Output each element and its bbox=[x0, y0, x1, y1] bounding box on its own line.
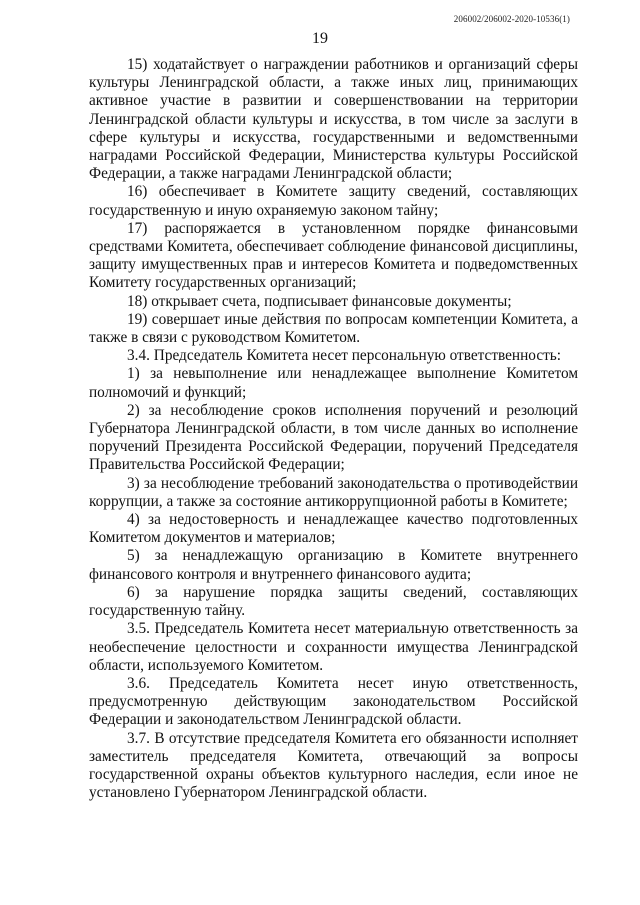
paragraph: 17) распоряжается в установленном порядке финансовыми средствами Комитета, обеспечивает соблюдение финансовой дисциплины, защиту имущественных прав и интересов Комитета и подведомственных Комитету государственных организаций; bbox=[89, 219, 578, 292]
paragraph: 1) за невыполнение или ненадлежащее выполнение Комитетом полномочий и функций; bbox=[89, 365, 578, 401]
paragraph: 3.5. Председатель Комитета несет материальную ответственность за необеспечение целостности и сохранности имущества Ленинградской области, используемого Комитетом. bbox=[89, 620, 578, 674]
paragraph: 4) за недостоверность и ненадлежащее качество подготовленных Комитетом документов и материалов; bbox=[89, 511, 578, 547]
document-body bbox=[89, 56, 578, 802]
paragraph: 3.6. Председатель Комитета несет иную ответственность, предусмотренную действующим законодательством Российской Федерации и законодательством Ленинградской области. bbox=[89, 674, 578, 729]
paragraph: 18) открывает счета, подписывает финансовые документы; bbox=[127, 292, 512, 310]
paragraph: 19) совершает иные действия по вопросам компетенции Комитета, а также в связи с руководством Комитетом. bbox=[89, 310, 578, 347]
document-id: 206002/206002-2020-10536(1) bbox=[453, 14, 570, 24]
paragraph: 3) за несоблюдение требований законодательства о противодействии коррупции, а также за состояние антикоррупционной работы в Комитете; bbox=[89, 474, 578, 510]
paragraph: 3.7. В отсутствие председателя Комитета его обязанности исполняет заместитель председателя Комитета, отвечающий за вопросы государственной охраны объектов культурного наследия, если иное не установлено Губернатором Ленинградской области. bbox=[89, 729, 578, 802]
paragraph: 5) за ненадлежащую организацию в Комитете внутреннего финансового контроля и внутреннего финансового аудита; bbox=[89, 547, 578, 583]
page-number: 19 bbox=[312, 30, 328, 47]
paragraph: 2) за несоблюдение сроков исполнения поручений и резолюций Губернатора Ленинградской области, в том числе данных во исполнение поручений Президента Российской Федерации, поручений Председателя Правительства Российской Федерации; bbox=[89, 401, 578, 474]
paragraph: 6) за нарушение порядка защиты сведений, составляющих государственную тайну. bbox=[89, 583, 578, 620]
paragraph: 15) ходатайствует о награждении работников и организаций сферы культуры Ленинградской области, а также иных лиц, принимающих активное участие в развитии и совершенствовании на территории Ленинградской области культуры и искусства, в том числе за заслуги в сфере культуры и искусства, государственными и ведомственными наградами Российской Федерации, Министерства культуры Российской Федерации, а также наградами Ленинградской области; bbox=[89, 56, 578, 183]
paragraph: 16) обеспечивает в Комитете защиту сведений, составляющих государственную и иную охраняемую законом тайну; bbox=[89, 183, 578, 219]
paragraph: 3.4. Председатель Комитета несет персональную ответственность: bbox=[127, 347, 562, 365]
